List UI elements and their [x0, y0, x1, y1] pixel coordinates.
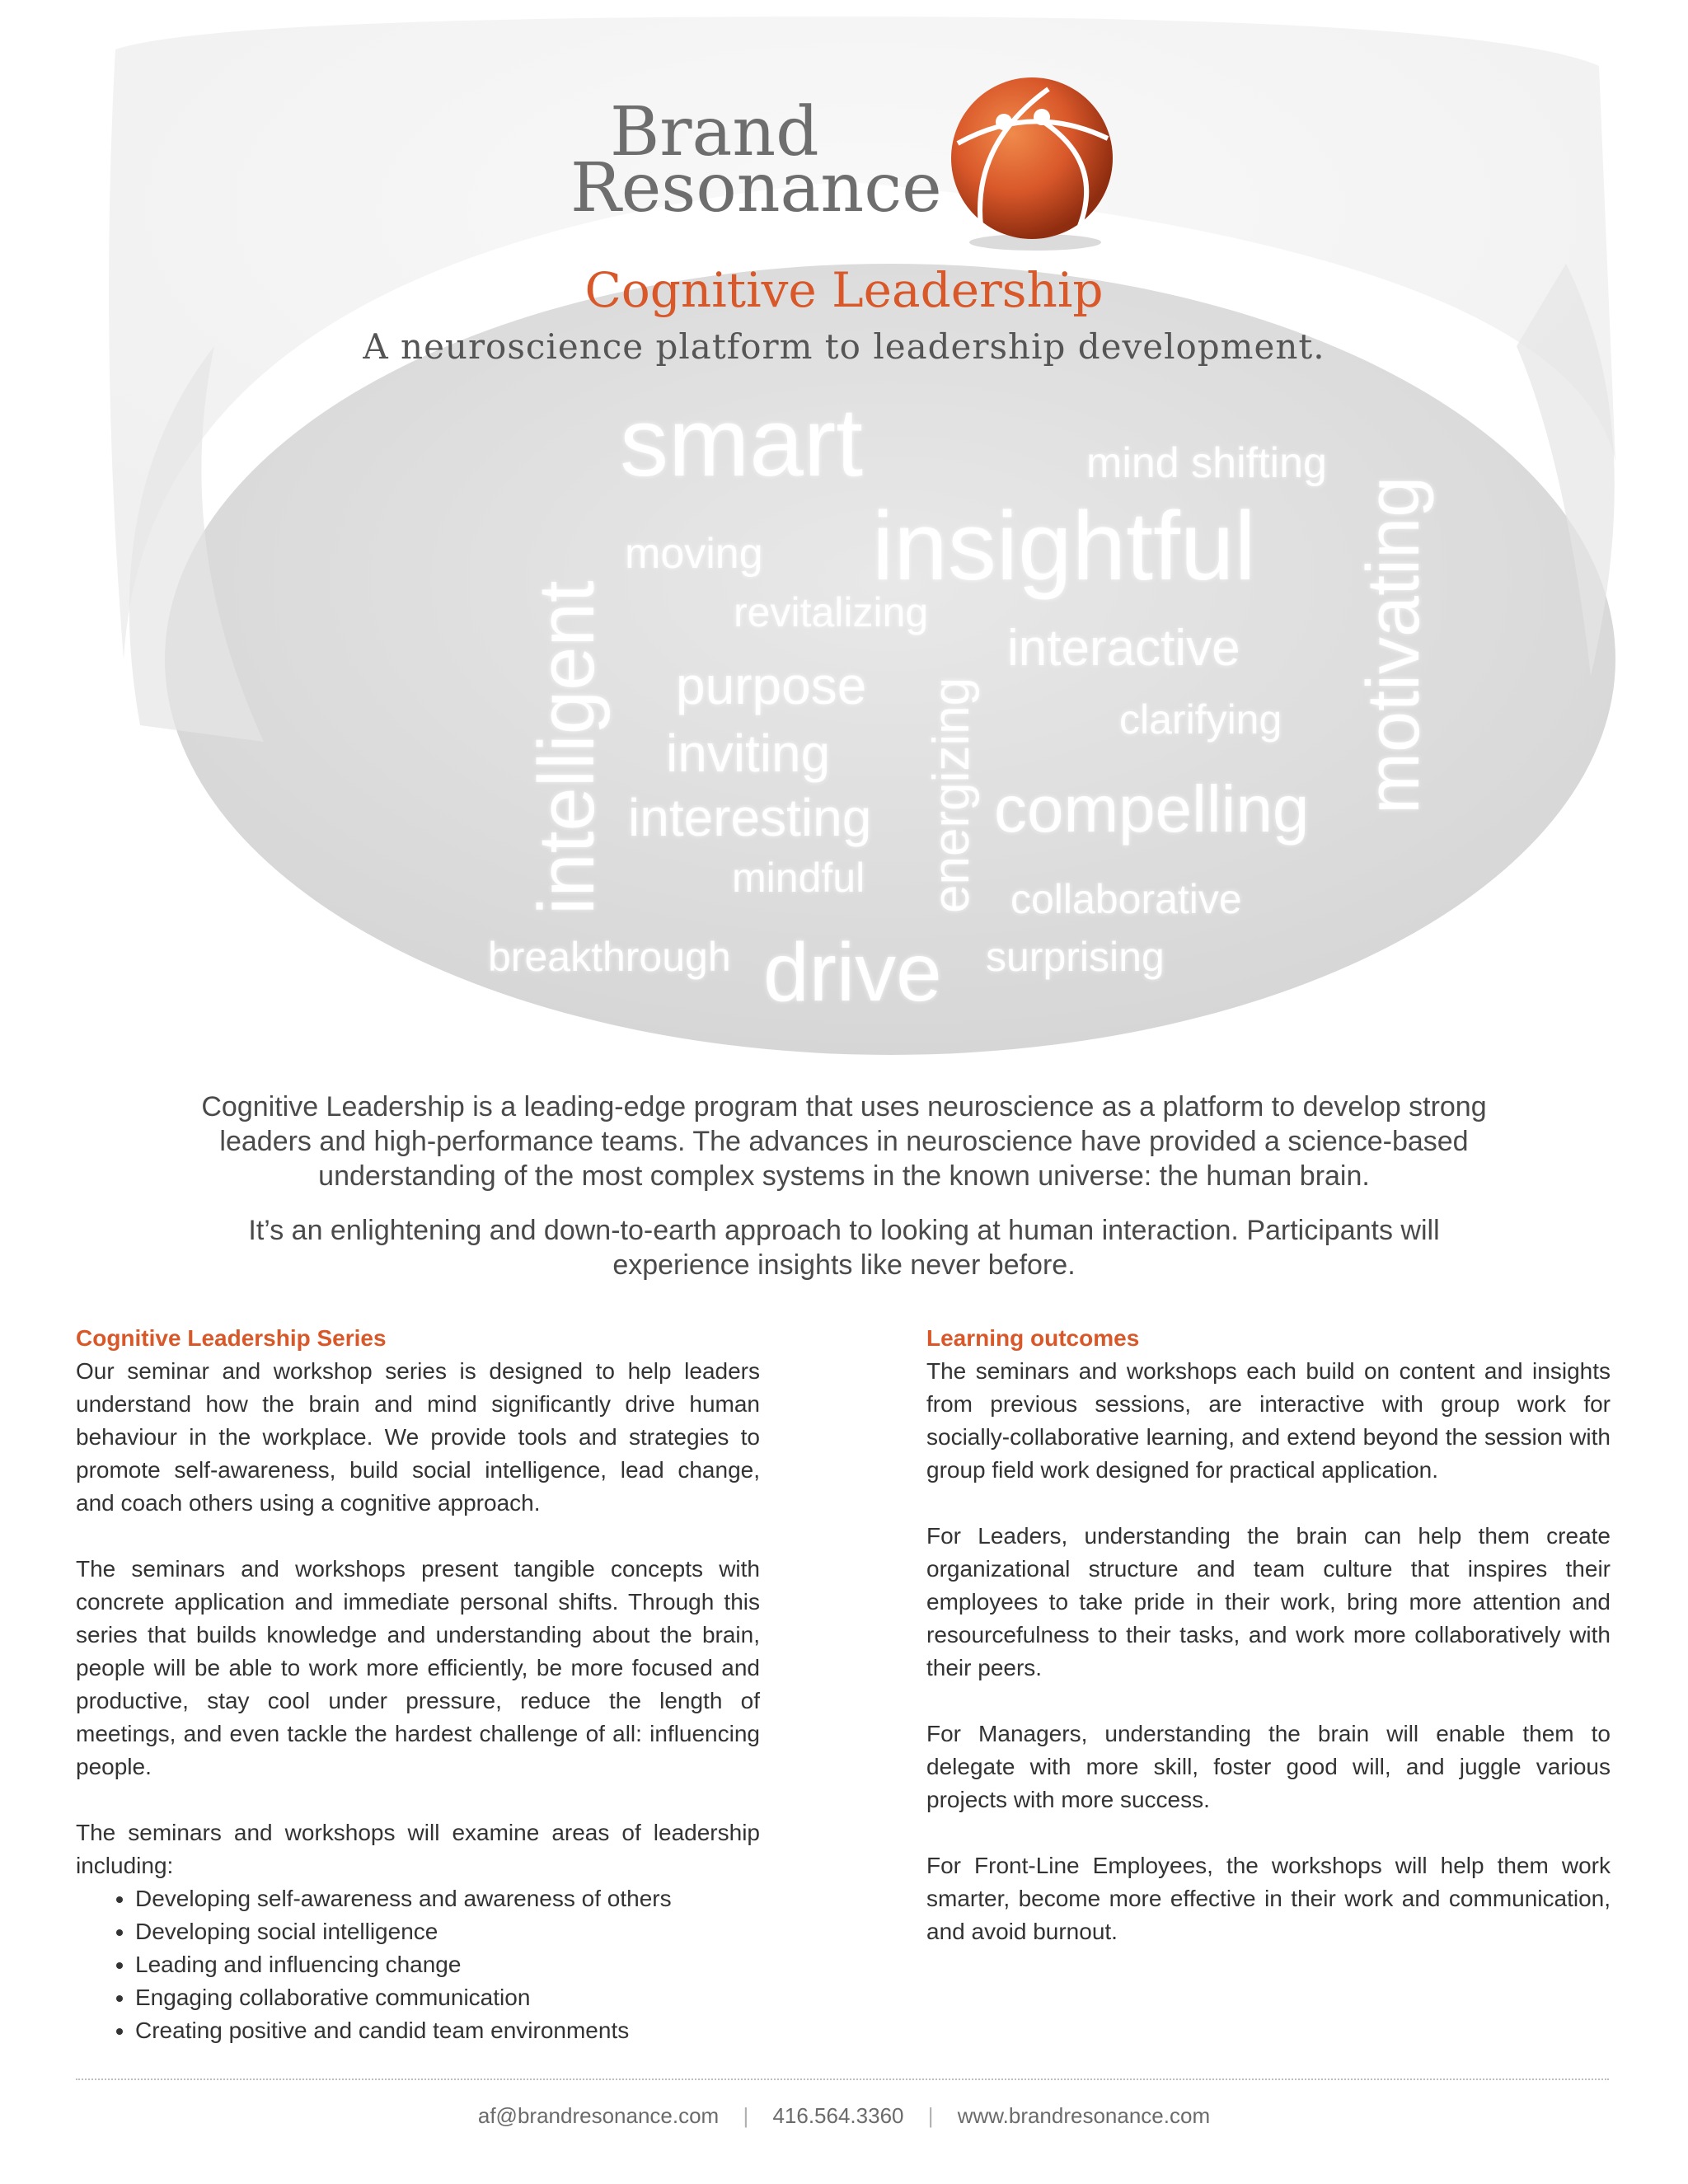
- footer-email-link[interactable]: af@brandresonance.com: [477, 2103, 720, 2128]
- word-interactive: interactive: [1007, 620, 1240, 677]
- word-drive: drive: [763, 926, 942, 1019]
- list-item: • Leading and influencing change: [135, 1948, 760, 1981]
- outcomes-paragraph-leaders: For Leaders, understanding the brain can help them create organizational structure and team culture that inspires their employees to take pride in their work, bring more attention and resourcefulness to their tasks, and work more collaboratively with their peers.: [926, 1523, 1611, 1680]
- page-title: Cognitive Leadership: [584, 262, 1104, 318]
- list-item: • Developing self-awareness and awareness of others: [135, 1882, 760, 1915]
- series-paragraph-3: The seminars and workshops will examine areas of leadership including:: [76, 1820, 760, 1878]
- word-compelling: compelling: [994, 772, 1310, 846]
- footer-contact: [0, 2103, 1688, 2129]
- series-paragraph-2: The seminars and workshops present tangible concepts with concrete application and immediate personal shifts. Through this series that builds knowledge and understanding about the brain, people will be able to work more efficiently, be more focused and productive, stay cool under pressure, reduce the length of meetings, and even tackle the hardest challenge of all: influencing people.: [76, 1556, 760, 1779]
- right-column: [926, 1322, 1611, 1981]
- list-item: • Developing social intelligence: [135, 1915, 760, 1948]
- intro-paragraph-2: It’s an enlightening and down-to-earth approach to looking at human interaction. Participants will experience insights like never before.: [248, 1215, 1440, 1281]
- series-heading: Cognitive Leadership Series: [76, 1325, 387, 1351]
- left-column: [76, 1322, 760, 2047]
- word-motivating: motivating: [1353, 476, 1435, 814]
- outcomes-heading: Learning outcomes: [926, 1325, 1140, 1351]
- word-smart: smart: [620, 388, 863, 497]
- word-revitalizing: revitalizing: [734, 589, 929, 635]
- footer-separator: |: [743, 2103, 749, 2128]
- outcomes-paragraph-managers: For Managers, understanding the brain will enable them to delegate with more skill, foster good will, and juggle various projects with more success.: [926, 1721, 1611, 1812]
- word-clarifying: clarifying: [1119, 696, 1282, 743]
- word-inviting: inviting: [666, 724, 831, 783]
- footer-phone: 416.564.3360: [772, 2103, 904, 2128]
- word-collaborative: collaborative: [1010, 876, 1242, 922]
- intro-paragraph-1: Cognitive Leadership is a leading-edge program that uses neuroscience as a platform to develop strong leaders and high-performance teams. The advances in neuroscience have provided a science-based understanding of the most complex systems in the known universe: the human brain.: [201, 1091, 1487, 1192]
- leadership-areas-list: [76, 1882, 760, 2047]
- list-item: • Engaging collaborative communication: [135, 1981, 760, 2014]
- word-energizing: energizing: [923, 677, 980, 913]
- outcomes-paragraph-employees: For Front-Line Employees, the workshops will help them work smarter, become more effective in their work and communication, and avoid burnout.: [926, 1853, 1611, 1944]
- word-breakthrough: breakthrough: [488, 934, 731, 980]
- word-moving: moving: [625, 530, 763, 578]
- word-mindful: mindful: [732, 855, 865, 901]
- logo-text-brand: Brand: [610, 93, 819, 171]
- brand-logo: [560, 66, 1137, 264]
- list-item: • Creating positive and candid team environments: [135, 2014, 760, 2047]
- footer-divider: [76, 2079, 1609, 2080]
- outcomes-paragraph-1: The seminars and workshops each build on content and insights from previous sessions, are interactive with group work for socially-collaborative learning, and extend beyond the session with group field work designed for practical application.: [926, 1358, 1611, 1483]
- word-interesting: interesting: [628, 788, 872, 847]
- word-insightful: insightful: [872, 492, 1256, 601]
- word-intelligent: intelligent: [523, 580, 611, 915]
- page-subtitle: A neuroscience platform to leadership development.: [363, 326, 1325, 367]
- globe-icon: [940, 69, 1123, 252]
- series-paragraph-1: Our seminar and workshop series is designed to help leaders understand how the brain and mind significantly drive human behaviour in the workplace. We provide tools and strategies to promote self-awareness, build social intelligence, lead change, and coach others using a cognitive approach.: [76, 1358, 760, 1516]
- word-mind-shifting: mind shifting: [1086, 439, 1327, 487]
- footer-separator: |: [927, 2103, 934, 2128]
- logo-text-resonance: Resonance: [570, 149, 942, 227]
- word-surprising: surprising: [986, 934, 1165, 980]
- footer-website-link[interactable]: www.brandresonance.com: [957, 2103, 1211, 2128]
- word-purpose: purpose: [676, 656, 867, 715]
